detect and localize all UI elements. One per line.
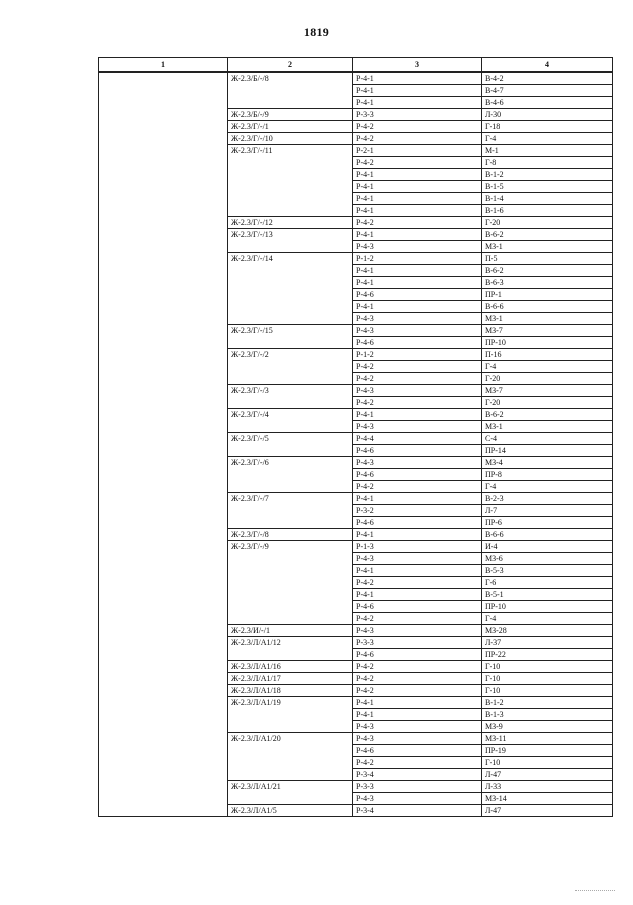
column-1-cell	[99, 72, 228, 817]
code-cell	[228, 577, 353, 589]
value-cell: В-4-2	[482, 72, 613, 85]
code-cell: Ж-2.3/Б/-/8	[228, 72, 353, 85]
code-cell	[228, 757, 353, 769]
ref-cell: Р-4-3	[353, 721, 482, 733]
ref-cell: Р-4-1	[353, 229, 482, 241]
value-cell: МЗ-1	[482, 313, 613, 325]
ref-cell: Р-4-3	[353, 457, 482, 469]
code-cell: Ж-2.3/Г/-/8	[228, 529, 353, 541]
code-cell	[228, 565, 353, 577]
ref-cell: Р-4-1	[353, 589, 482, 601]
code-cell	[228, 421, 353, 433]
code-cell	[228, 445, 353, 457]
value-cell: Г-4	[482, 481, 613, 493]
value-cell: С-4	[482, 433, 613, 445]
ref-cell: Р-4-6	[353, 289, 482, 301]
ref-cell: Р-4-2	[353, 757, 482, 769]
value-cell: Л-30	[482, 109, 613, 121]
value-cell: Г-4	[482, 361, 613, 373]
value-cell: В-2-3	[482, 493, 613, 505]
ref-cell: Р-4-3	[353, 325, 482, 337]
code-cell	[228, 481, 353, 493]
value-cell: И-4	[482, 541, 613, 553]
code-cell	[228, 301, 353, 313]
ref-cell: Р-4-1	[353, 277, 482, 289]
ref-cell: Р-4-2	[353, 361, 482, 373]
value-cell: Г-8	[482, 157, 613, 169]
ref-cell: Р-2-1	[353, 145, 482, 157]
ref-cell: Р-4-1	[353, 529, 482, 541]
ref-cell: Р-4-2	[353, 577, 482, 589]
code-cell: Ж-2.3/Г/-/14	[228, 253, 353, 265]
value-cell: В-4-6	[482, 97, 613, 109]
code-cell	[228, 313, 353, 325]
value-cell: П-5	[482, 253, 613, 265]
ref-cell: Р-4-6	[353, 469, 482, 481]
ref-cell: Р-4-4	[353, 433, 482, 445]
value-cell: В-6-6	[482, 529, 613, 541]
ref-cell: Р-4-1	[353, 409, 482, 421]
value-cell: В-1-6	[482, 205, 613, 217]
code-cell	[228, 793, 353, 805]
column-header-3: 3	[353, 58, 482, 73]
ref-cell: Р-4-2	[353, 121, 482, 133]
ref-cell: Р-4-1	[353, 85, 482, 97]
ref-cell: Р-4-1	[353, 697, 482, 709]
code-cell: Ж-2.3/Л/А1/12	[228, 637, 353, 649]
ref-cell: Р-4-2	[353, 661, 482, 673]
code-cell	[228, 97, 353, 109]
value-cell: МЗ-14	[482, 793, 613, 805]
code-cell: Ж-2.3/Л/А1/5	[228, 805, 353, 817]
code-cell	[228, 169, 353, 181]
code-cell	[228, 205, 353, 217]
value-cell: В-1-4	[482, 193, 613, 205]
ref-cell: Р-4-2	[353, 673, 482, 685]
ref-cell: Р-4-1	[353, 265, 482, 277]
code-cell: Ж-2.3/Л/А1/19	[228, 697, 353, 709]
code-cell: Ж-2.3/Г/-/3	[228, 385, 353, 397]
value-cell: МЗ-28	[482, 625, 613, 637]
value-cell: Л-47	[482, 769, 613, 781]
code-cell: Ж-2.3/Л/А1/16	[228, 661, 353, 673]
ref-cell: Р-4-3	[353, 313, 482, 325]
value-cell: Г-6	[482, 577, 613, 589]
code-cell	[228, 745, 353, 757]
value-cell: Г-20	[482, 397, 613, 409]
code-cell: Ж-2.3/Л/А1/18	[228, 685, 353, 697]
ref-cell: Р-4-2	[353, 397, 482, 409]
code-cell: Ж-2.3/Г/-/1	[228, 121, 353, 133]
ref-cell: Р-4-1	[353, 565, 482, 577]
value-cell: Г-10	[482, 661, 613, 673]
value-cell: В-6-6	[482, 301, 613, 313]
code-cell: Ж-2.3/Г/-/15	[228, 325, 353, 337]
ref-cell: Р-1-2	[353, 349, 482, 361]
value-cell: Л-33	[482, 781, 613, 793]
column-header-4: 4	[482, 58, 613, 73]
value-cell: МЗ-9	[482, 721, 613, 733]
table-header	[99, 58, 613, 73]
code-cell	[228, 157, 353, 169]
value-cell: МЗ-4	[482, 457, 613, 469]
code-cell	[228, 277, 353, 289]
code-cell	[228, 361, 353, 373]
value-cell: В-6-3	[482, 277, 613, 289]
value-cell: В-1-2	[482, 169, 613, 181]
value-cell: МЗ-11	[482, 733, 613, 745]
ref-cell: Р-4-3	[353, 241, 482, 253]
ref-cell: Р-3-3	[353, 109, 482, 121]
code-cell: Ж-2.3/Л/А1/20	[228, 733, 353, 745]
ref-cell: Р-4-1	[353, 301, 482, 313]
value-cell: МЗ-6	[482, 553, 613, 565]
table-row	[99, 72, 613, 85]
ref-cell: Р-3-4	[353, 805, 482, 817]
ref-cell: Р-4-1	[353, 493, 482, 505]
column-header-2: 2	[228, 58, 353, 73]
value-cell: В-4-7	[482, 85, 613, 97]
ref-cell: Р-3-2	[353, 505, 482, 517]
code-cell	[228, 769, 353, 781]
code-cell: Ж-2.3/Г/-/6	[228, 457, 353, 469]
code-cell	[228, 721, 353, 733]
code-cell	[228, 265, 353, 277]
header-row	[99, 58, 613, 73]
value-cell: В-5-1	[482, 589, 613, 601]
code-cell: Ж-2.3/Г/-/11	[228, 145, 353, 157]
value-cell: В-1-2	[482, 697, 613, 709]
ref-cell: Р-4-6	[353, 337, 482, 349]
code-cell: Ж-2.3/Г/-/9	[228, 541, 353, 553]
value-cell: МЗ-7	[482, 325, 613, 337]
value-cell: В-6-2	[482, 409, 613, 421]
code-cell: Ж-2.3/Л/А1/17	[228, 673, 353, 685]
value-cell: Г-4	[482, 613, 613, 625]
code-cell	[228, 241, 353, 253]
code-cell: Ж-2.3/Г/-/12	[228, 217, 353, 229]
code-cell	[228, 553, 353, 565]
value-cell: В-6-2	[482, 265, 613, 277]
value-cell: Л-7	[482, 505, 613, 517]
code-cell	[228, 505, 353, 517]
page-number: 1819	[303, 25, 330, 39]
ref-cell: Р-4-1	[353, 72, 482, 85]
value-cell: ПР-19	[482, 745, 613, 757]
code-cell	[228, 373, 353, 385]
ref-cell: Р-4-3	[353, 625, 482, 637]
code-cell: Ж-2.3/Г/-/7	[228, 493, 353, 505]
column-header-1: 1	[99, 58, 228, 73]
ref-cell: Р-3-3	[353, 781, 482, 793]
code-cell	[228, 469, 353, 481]
code-cell: Ж-2.3/Г/-/5	[228, 433, 353, 445]
value-cell: Г-10	[482, 673, 613, 685]
scan-mark	[575, 890, 615, 891]
value-cell: Г-10	[482, 757, 613, 769]
value-cell: ПР-10	[482, 337, 613, 349]
ref-cell: Р-4-3	[353, 553, 482, 565]
value-cell: ПР-22	[482, 649, 613, 661]
ref-cell: Р-4-2	[353, 217, 482, 229]
value-cell: Г-18	[482, 121, 613, 133]
code-cell	[228, 589, 353, 601]
ref-cell: Р-4-1	[353, 97, 482, 109]
code-cell	[228, 397, 353, 409]
ref-cell: Р-3-3	[353, 637, 482, 649]
code-cell: Ж-2.3/Г/-/10	[228, 133, 353, 145]
value-cell: МЗ-1	[482, 241, 613, 253]
value-cell: М-1	[482, 145, 613, 157]
value-cell: В-1-3	[482, 709, 613, 721]
value-cell: В-1-5	[482, 181, 613, 193]
ref-cell: Р-4-1	[353, 193, 482, 205]
code-cell: Ж-2.3/Г/-/13	[228, 229, 353, 241]
ref-cell: Р-4-6	[353, 649, 482, 661]
ref-cell: Р-4-1	[353, 169, 482, 181]
ref-cell: Р-4-2	[353, 613, 482, 625]
ref-cell: Р-4-3	[353, 421, 482, 433]
ref-cell: Р-4-1	[353, 205, 482, 217]
value-cell: В-5-3	[482, 565, 613, 577]
code-cell	[228, 181, 353, 193]
code-cell: Ж-2.3/Л/А1/21	[228, 781, 353, 793]
ref-cell: Р-4-1	[353, 709, 482, 721]
value-cell: Г-20	[482, 217, 613, 229]
ref-cell: Р-4-3	[353, 733, 482, 745]
code-cell	[228, 613, 353, 625]
ref-cell: Р-4-2	[353, 685, 482, 697]
value-cell: ПР-14	[482, 445, 613, 457]
value-cell: П-16	[482, 349, 613, 361]
value-cell: Л-47	[482, 805, 613, 817]
ref-cell: Р-4-3	[353, 793, 482, 805]
code-cell	[228, 601, 353, 613]
ref-cell: Р-4-2	[353, 373, 482, 385]
ref-cell: Р-4-2	[353, 157, 482, 169]
ref-cell: Р-4-1	[353, 181, 482, 193]
value-cell: ПР-6	[482, 517, 613, 529]
code-cell: Ж-2.3/Г/-/4	[228, 409, 353, 421]
ref-cell: Р-4-3	[353, 385, 482, 397]
code-cell	[228, 85, 353, 97]
ref-cell: Р-4-6	[353, 745, 482, 757]
ref-cell: Р-4-6	[353, 517, 482, 529]
value-cell: ПР-8	[482, 469, 613, 481]
code-cell	[228, 649, 353, 661]
value-cell: Г-4	[482, 133, 613, 145]
value-cell: Г-10	[482, 685, 613, 697]
value-cell: В-6-2	[482, 229, 613, 241]
code-cell	[228, 709, 353, 721]
value-cell: Л-37	[482, 637, 613, 649]
code-cell	[228, 193, 353, 205]
ref-cell: Р-1-2	[353, 253, 482, 265]
code-cell	[228, 517, 353, 529]
value-cell: МЗ-7	[482, 385, 613, 397]
ref-cell: Р-4-2	[353, 481, 482, 493]
value-cell: ПР-1	[482, 289, 613, 301]
ref-cell: Р-4-2	[353, 133, 482, 145]
value-cell: МЗ-1	[482, 421, 613, 433]
ref-cell: Р-4-6	[353, 445, 482, 457]
code-cell: Ж-2.3/Г/-/2	[228, 349, 353, 361]
value-cell: ПР-10	[482, 601, 613, 613]
ref-cell: Р-1-3	[353, 541, 482, 553]
table-body	[99, 72, 613, 817]
data-table	[98, 57, 613, 817]
code-cell	[228, 289, 353, 301]
ref-cell: Р-4-6	[353, 601, 482, 613]
code-cell	[228, 337, 353, 349]
code-cell: Ж-2.3/И/-/1	[228, 625, 353, 637]
code-cell: Ж-2.3/Б/-/9	[228, 109, 353, 121]
ref-cell: Р-3-4	[353, 769, 482, 781]
value-cell: Г-20	[482, 373, 613, 385]
